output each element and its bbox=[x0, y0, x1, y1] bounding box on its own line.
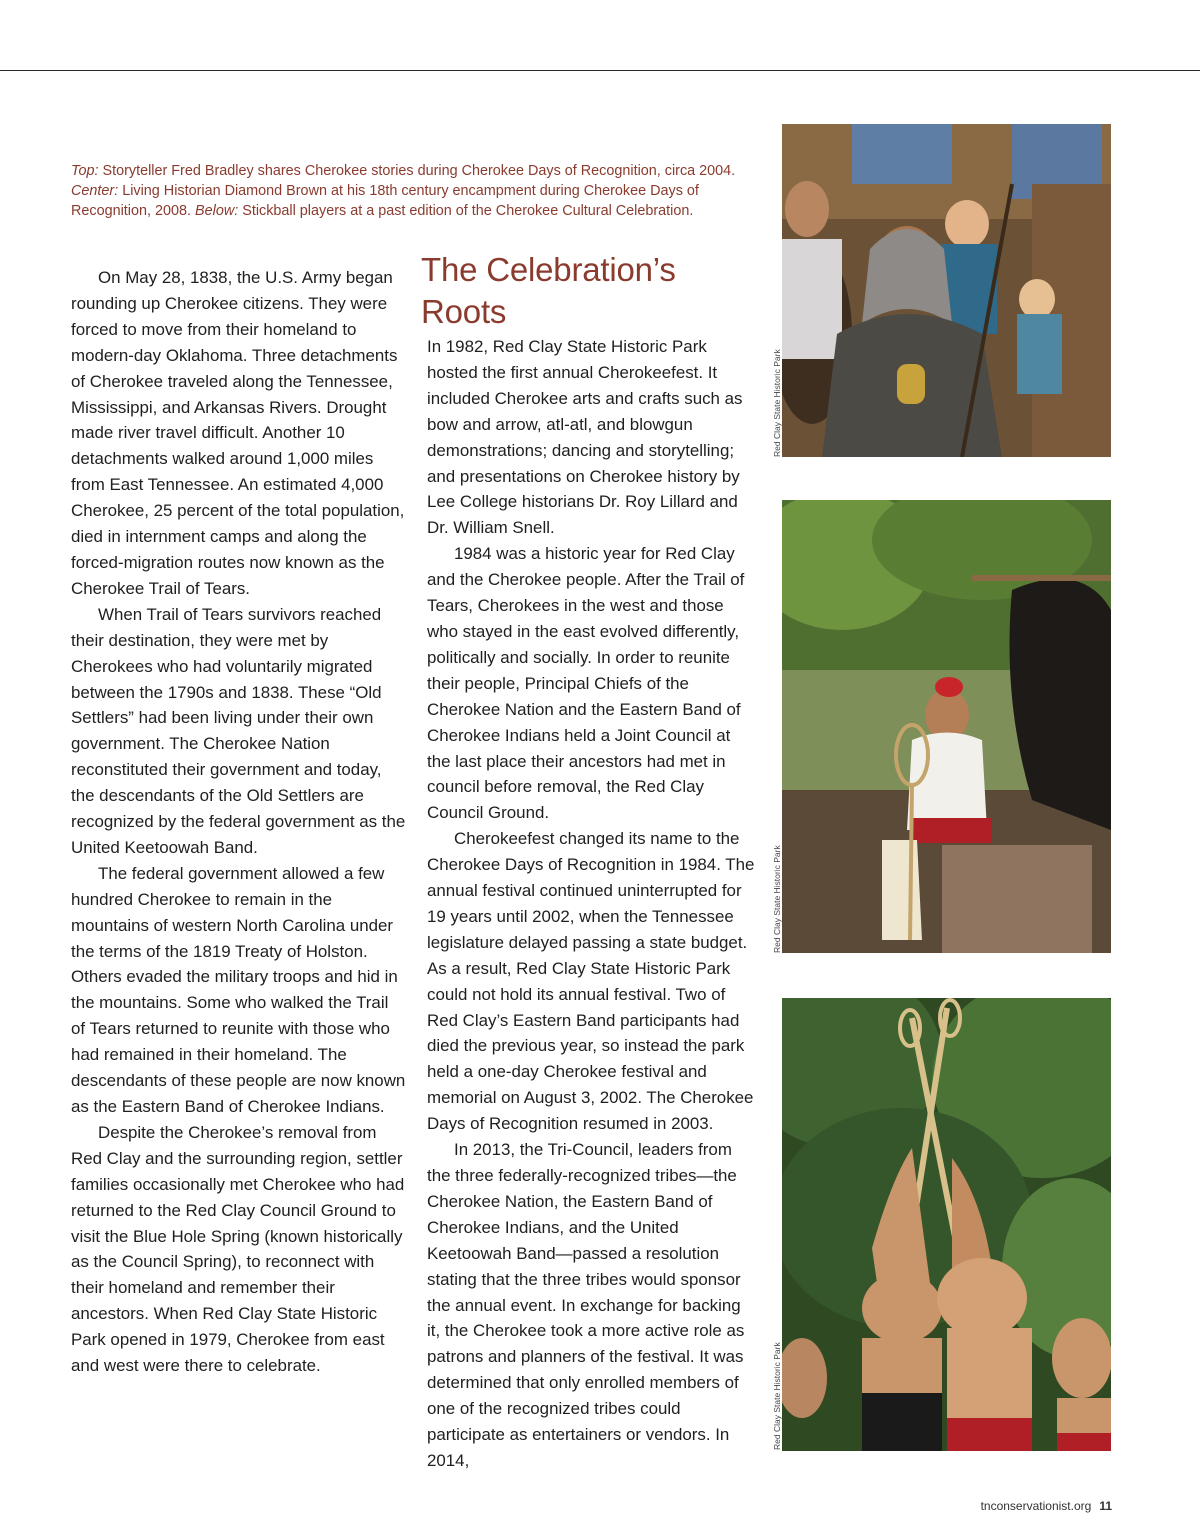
caption-top-text: Storyteller Fred Bradley shares Cherokee stories during Cherokee Days of Recognition, circa 2004. bbox=[98, 163, 736, 179]
caption-below-label: Below: bbox=[195, 203, 239, 220]
right-column bbox=[421, 249, 757, 1474]
left-paragraph-3: The federal government allowed a few hundred Cherokee to remain in the mountains of western North Carolina under the terms of the 1819 Treaty of Holston. Others evaded the military troops and hid in the mountains. Some who walked the Trail of Tears returned to reunite with those who had remained in their homeland. The descendants of these people are now known as the Eastern Band of Cherokee Indians. bbox=[71, 863, 406, 1116]
living-historian-photo bbox=[782, 500, 1111, 953]
caption-top-label: Top: bbox=[71, 163, 99, 179]
section-heading: The Celebration’s Roots bbox=[421, 251, 676, 330]
top-photo-credit: Red Clay State Historic Park bbox=[772, 349, 782, 457]
left-paragraph-2: When Trail of Tears survivors reached their destination, they were met by Cherokees who had voluntarily migrated between the 1790s and 1838. These “Old Settlers” had been living under their own government. The Cherokee Nation reconstituted their government and today, the descendants of the Old Settlers are recognized by the federal government as the United Keetoowah Band. bbox=[71, 604, 406, 857]
right-paragraph-2: 1984 was a historic year for Red Clay and the Cherokee people. After the Trail of Tears, Cherokees in the west and those who stayed in the east evolved differently, politically and socially. In order to reunite their people, Principal Chiefs of the Cherokee Nation and the Eastern Band of Cherokee Indians held a Joint Council at the last place their ancestors had met in council before removal, the Red Clay Council Ground. bbox=[427, 544, 745, 823]
photo-caption bbox=[71, 161, 761, 222]
page-footer bbox=[981, 1499, 1112, 1513]
right-paragraph-4: In 2013, the Tri-Council, leaders from the three federally-recognized tribes—the Cherokee Nation, the Eastern Band of Cherokee Indians, and the United Keetoowah Band—passed a resolution stating that the three tribes would sponsor the annual event. In exchange for backing it, the Cherokee took a more active role as patrons and planners of the festival. It was determined that only enrolled members of one of the recognized tribes could participate as entertainers or vendors. In 2014, bbox=[427, 1140, 745, 1470]
right-paragraph-1: In 1982, Red Clay State Historic Park hosted the first annual Cherokeefest. It included Cherokee arts and crafts such as bow and arrow, atl-atl, and blowgun demonstrations; dancing and storytelling; and presentations on Cherokee history by Lee College historians Dr. Roy Lillard and Dr. William Snell. bbox=[427, 337, 743, 538]
caption-center-text: Living Historian Diamond Brown at his 18th century encampment during Cherokee Days of Recognition, 2008. bbox=[71, 183, 699, 220]
left-paragraph-4: Despite the Cherokee’s removal from Red Clay and the surrounding region, settler families occasionally met Cherokee who had returned to the Red Clay Council Ground to visit the Blue Hole Spring (known historically as the Council Spring), to reconnect with their homeland and remember their ancestors. When Red Clay State Historic Park opened in 1979, Cherokee from east and west were there to celebrate. bbox=[71, 1122, 405, 1376]
stickball-photo bbox=[782, 998, 1111, 1451]
right-paragraph-3: Cherokeefest changed its name to the Cherokee Days of Recognition in 1984. The annual festival continued uninterrupted for 19 years until 2002, when the Tennessee legislature delayed passing a state budget. As a result, Red Clay State Historic Park could not hold its annual festival. Two of Red Clay’s Eastern Band participants had died the previous year, so instead the park held a one-day Cherokee festival and memorial on August 3, 2002. The Cherokee Days of Recognition resumed in 2003. bbox=[427, 829, 755, 1134]
storyteller-photo bbox=[782, 124, 1111, 457]
top-rule bbox=[0, 70, 1200, 71]
left-column bbox=[71, 265, 406, 1379]
page-number: 11 bbox=[1099, 1499, 1112, 1513]
footer-site: tnconservationist.org bbox=[980, 1499, 1092, 1513]
bottom-photo-credit: Red Clay State Historic Park bbox=[772, 1342, 782, 1450]
caption-center-label: Center: bbox=[71, 183, 119, 200]
left-paragraph-1: On May 28, 1838, the U.S. Army began rounding up Cherokee citizens. They were forced to move from their homeland to modern-day Oklahoma. Three detachments of Cherokee traveled along the Tennessee, Mississippi, and Arkansas Rivers. Drought made river travel difficult. Another 10 detachments walked around 1,000 miles from East Tennessee. An estimated 4,000 Cherokee, 25 percent of the total population, died in internment camps and along the forced-migration routes now known as the Cherokee Trail of Tears. bbox=[71, 268, 405, 598]
center-photo-credit: Red Clay State Historic Park bbox=[772, 845, 782, 953]
caption-below-text: Stickball players at a past edition of the Cherokee Cultural Celebration. bbox=[238, 203, 694, 220]
